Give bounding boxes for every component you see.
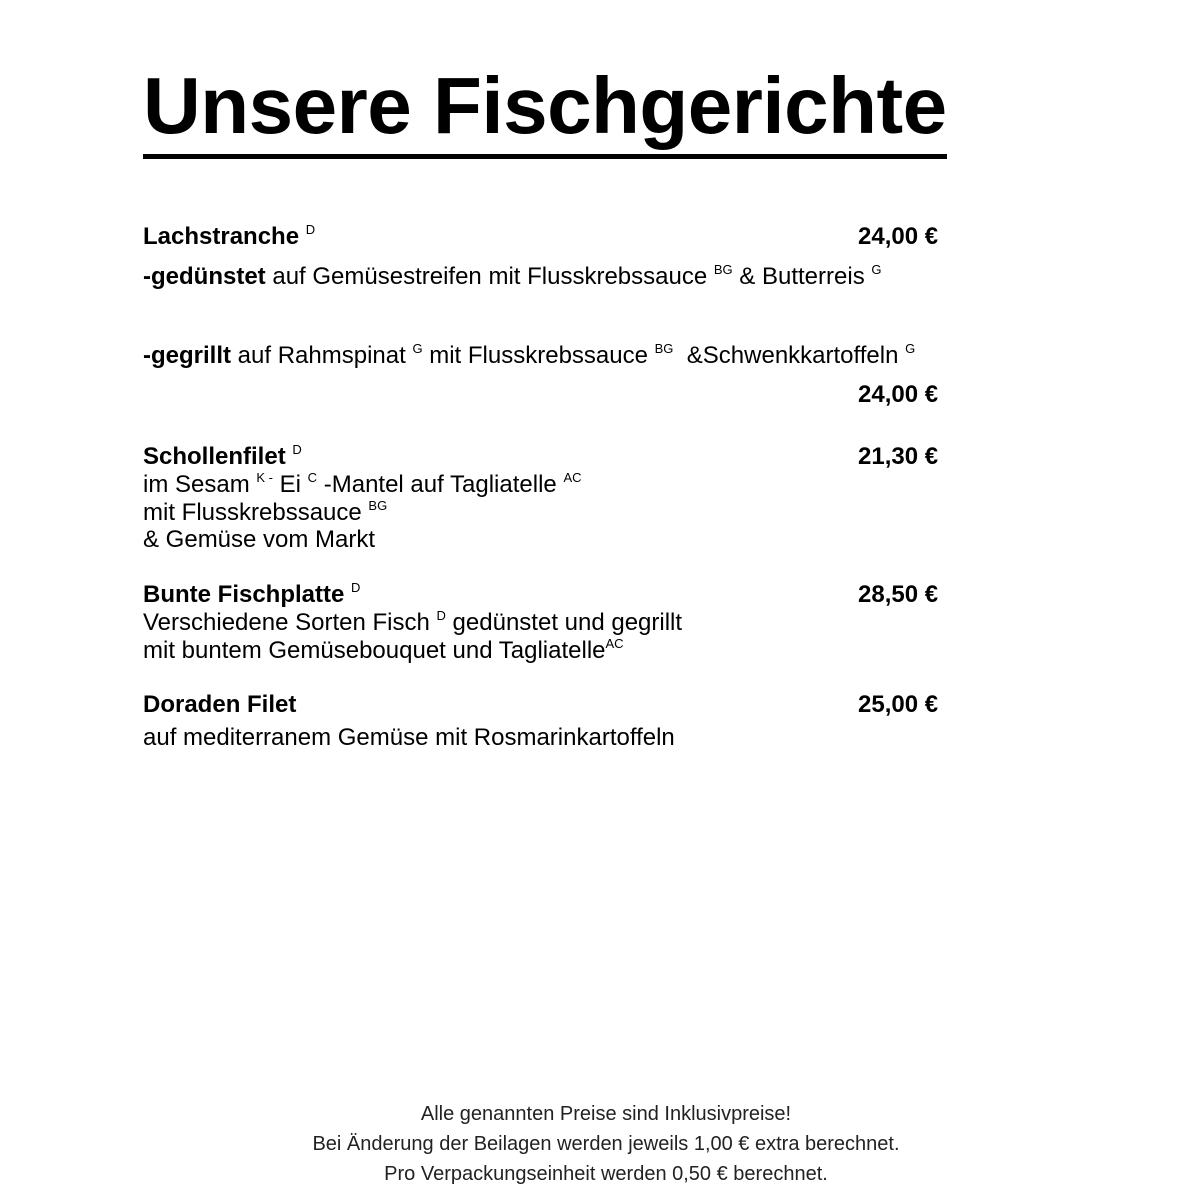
dish-name-bunte-fischplatte: Bunte Fischplatte $^D$ (143, 580, 361, 608)
dish-desc-line: mit buntem Gemüsebouquet und Tagliatelle$^{AC}$ (143, 636, 624, 664)
dish-desc-line: mit Flusskrebssauce $^{BG}$ (143, 498, 388, 526)
dish-name-doraden-filet: Doraden Filet (143, 691, 297, 718)
dish-name-lachstranche: Lachstranche $^D$ (143, 222, 316, 250)
price-lachstranche-gegrillt: 24,00 € (858, 381, 939, 408)
footer-note: Pro Verpackungseinheit werden 0,50 € berechnet. (384, 1163, 828, 1185)
dish-desc-line: Verschiedene Sorten Fisch $^D$ gedünstet und gegrillt (143, 608, 683, 636)
dish-name-schollenfilet: Schollenfilet $^D$ (143, 442, 302, 470)
page-title: Unsere Fischgerichte (143, 58, 947, 159)
dish-desc-line: auf mediterranem Gemüse mit Rosmarinkartoffeln (143, 724, 675, 751)
footer-note: Alle genannten Preise sind Inklusivpreise! (420, 1103, 792, 1125)
dish-desc-line: & Gemüse vom Markt (143, 526, 376, 553)
footer-note: Bei Änderung der Beilagen werden jeweils 1,00 € extra berechnet. (312, 1133, 900, 1155)
dish-variant-gegrillt: -gegrillt auf Rahmspinat $^G$ mit Flusskrebssauce $^{BG}$ &Schwenkkartoffeln $^G$ (143, 341, 916, 369)
price-doraden-filet: 25,00 € (858, 691, 939, 718)
price-lachstranche: 24,00 € (858, 223, 939, 250)
price-schollenfilet: 21,30 € (858, 443, 939, 470)
allergen-note: D (305, 222, 316, 237)
price-bunte-fischplatte: 28,50 € (858, 581, 939, 608)
footer-notes (0, 1099, 1200, 1189)
dish-variant-gedünstet: -gedünstet auf Gemüsestreifen mit Flusskrebssauce $^{BG}$ & Butterreis $^G$ (143, 262, 882, 290)
dish-desc-line: im Sesam $^{K -}$ Ei $^C$ -Mantel auf Tagliatelle $^{AC}$ (143, 470, 582, 498)
